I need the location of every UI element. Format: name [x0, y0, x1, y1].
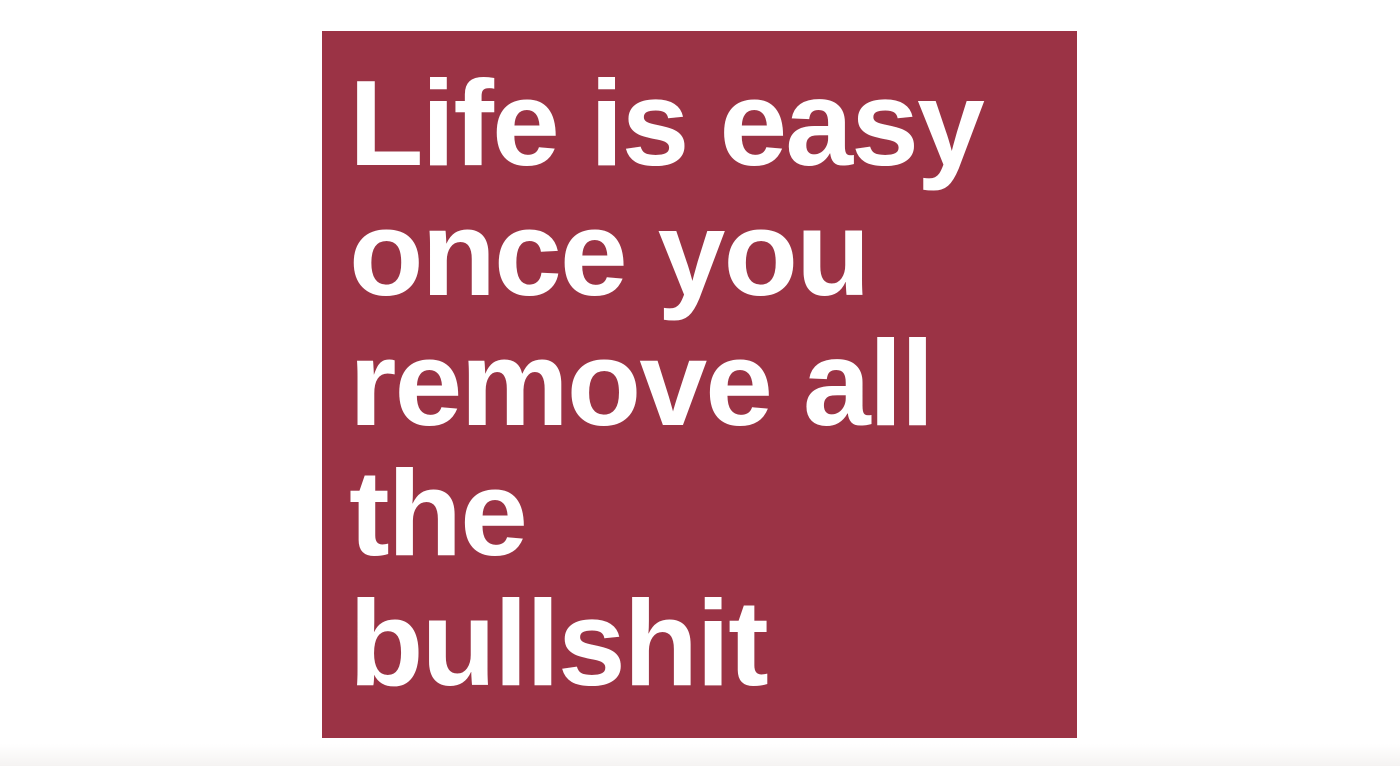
quote-line-2: once you — [349, 185, 869, 321]
quote-line-1: Life is easy — [349, 55, 983, 191]
quote-line-5: bullshit — [349, 575, 767, 711]
quote-card — [322, 31, 1077, 738]
quote-line-4: the — [349, 445, 526, 581]
bottom-fade — [0, 744, 1400, 766]
quote-line-3: remove all — [349, 315, 933, 451]
quote-text — [349, 55, 983, 711]
